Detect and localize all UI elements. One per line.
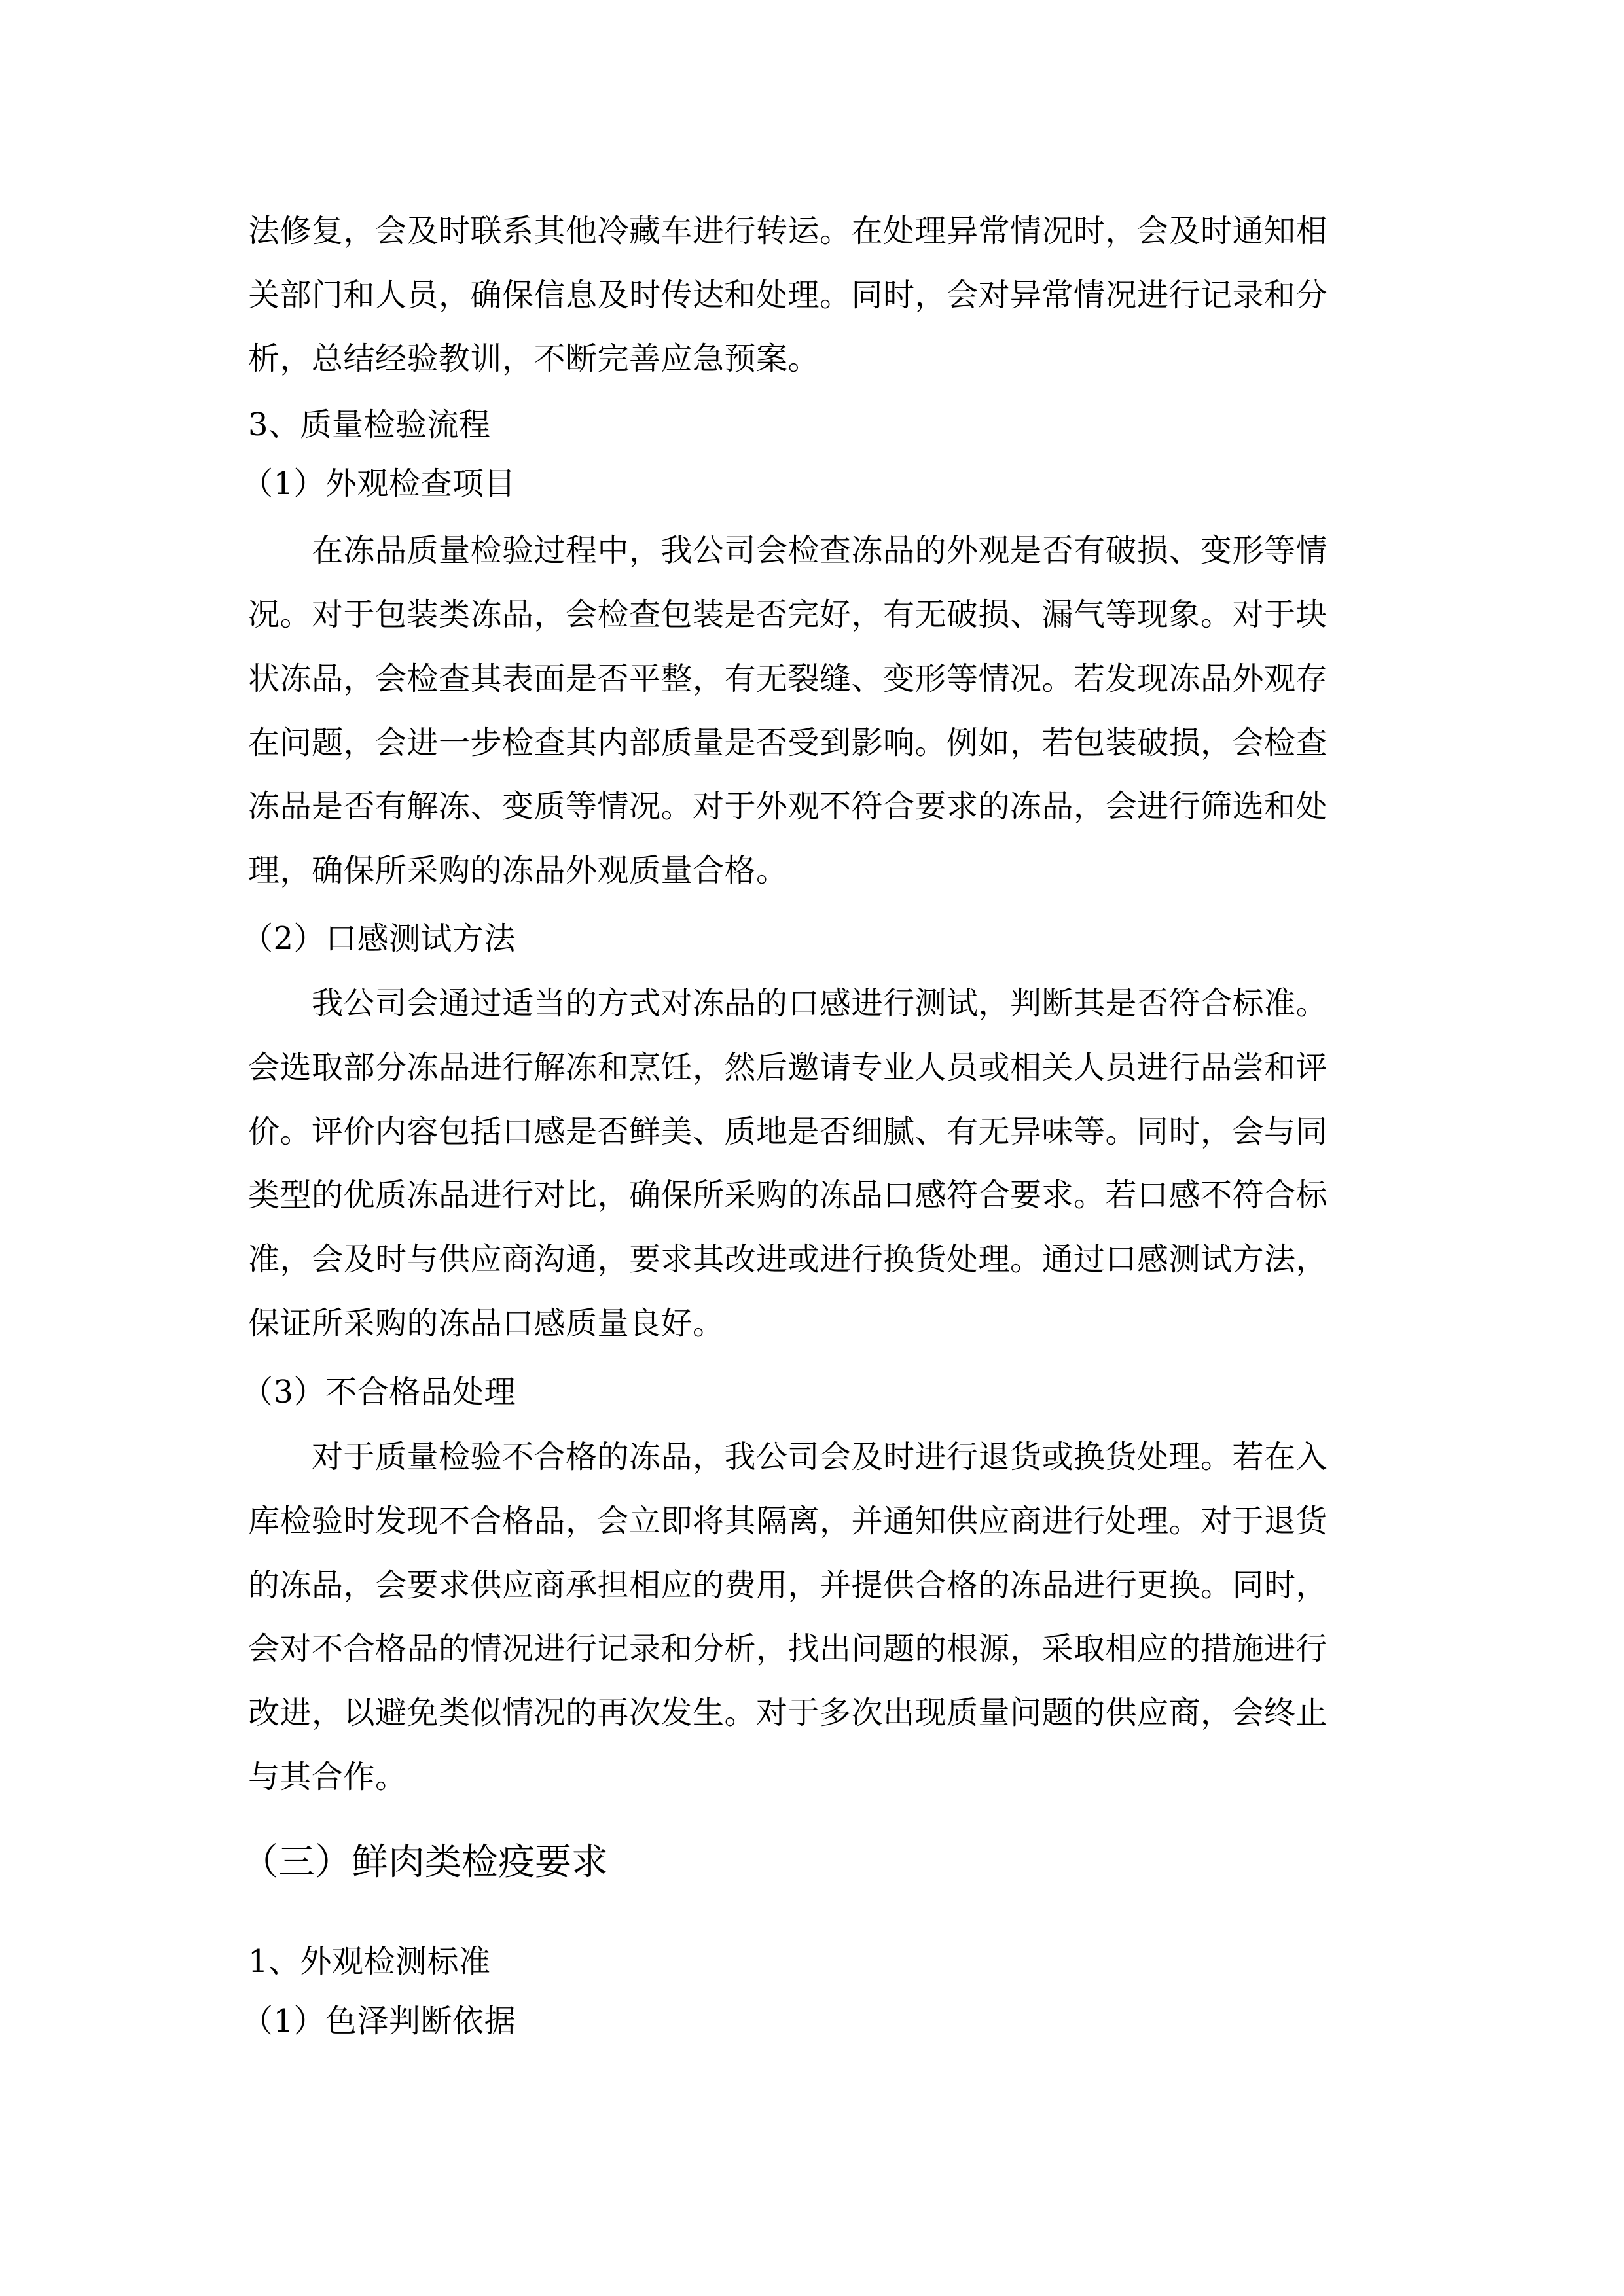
paragraph-line: 析，总结经验教训，不断完善应急预案。 [248,340,820,377]
paragraph-line: 价。评价内容包括口感是否鲜美、质地是否细腻、有无异味等。同时，会与同 [248,1113,1328,1150]
paragraph-line: 类型的优质冻品进行对比，确保所采购的冻品口感符合要求。若口感不符合标 [248,1177,1328,1213]
subheading-appearance-check: （1）外观检查项目 [242,465,516,502]
paragraph-line: 冻品是否有解冻、变质等情况。对于外观不符合要求的冻品，会进行筛选和处 [248,788,1328,825]
paragraph-line: 库检验时发现不合格品，会立即将其隔离，并通知供应商进行处理。对于退货 [248,1503,1328,1539]
section-heading-fresh-meat: （三）鲜肉类检疫要求 [242,1841,608,1884]
paragraph-line: 会选取部分冻品进行解冻和烹饪，然后邀请专业人员或相关人员进行品尝和评 [248,1049,1328,1086]
paragraph-line: 理，确保所采购的冻品外观质量合格。 [248,852,788,889]
paragraph-line: 准，会及时与供应商沟通，要求其改进或进行换货处理。通过口感测试方法， [248,1241,1328,1278]
subheading-color-criteria: （1）色泽判断依据 [242,2003,516,2039]
paragraph-line: 法修复，会及时联系其他冷藏车进行转运。在处理异常情况时，会及时通知相 [248,213,1328,249]
paragraph-line: 对于质量检验不合格的冻品，我公司会及时进行退货或换货处理。若在入 [312,1439,1328,1475]
paragraph-line: 与其合作。 [248,1759,407,1795]
paragraph-line: 况。对于包装类冻品，会检查包装是否完好，有无破损、漏气等现象。对于块 [248,596,1328,633]
subheading-nonconforming: （3）不合格品处理 [242,1374,516,1410]
paragraph-line: 保证所采购的冻品口感质量良好。 [248,1305,725,1342]
paragraph-line: 在冻品质量检验过程中，我公司会检查冻品的外观是否有破损、变形等情 [312,532,1328,569]
paragraph-line: 我公司会通过适当的方式对冻品的口感进行测试，判断其是否符合标准。 [312,985,1328,1022]
paragraph-line: 关部门和人员，确保信息及时传达和处理。同时，会对异常情况进行记录和分 [248,277,1328,314]
paragraph-line: 的冻品，会要求供应商承担相应的费用，并提供合格的冻品进行更换。同时， [248,1567,1328,1604]
paragraph-line: 状冻品，会检查其表面是否平整，有无裂缝、变形等情况。若发现冻品外观存 [248,660,1328,697]
heading-appearance-standard: 1、外观检测标准 [248,1943,491,1980]
subheading-taste-test: （2）口感测试方法 [242,920,516,957]
paragraph-line: 在问题，会进一步检查其内部质量是否受到影响。例如，若包装破损，会检查 [248,725,1328,761]
paragraph-line: 改进，以避免类似情况的再次发生。对于多次出现质量问题的供应商，会终止 [248,1695,1328,1731]
heading-quality-inspection: 3、质量检验流程 [248,406,491,443]
paragraph-line: 会对不合格品的情况进行记录和分析，找出问题的根源，采取相应的措施进行 [248,1630,1328,1667]
